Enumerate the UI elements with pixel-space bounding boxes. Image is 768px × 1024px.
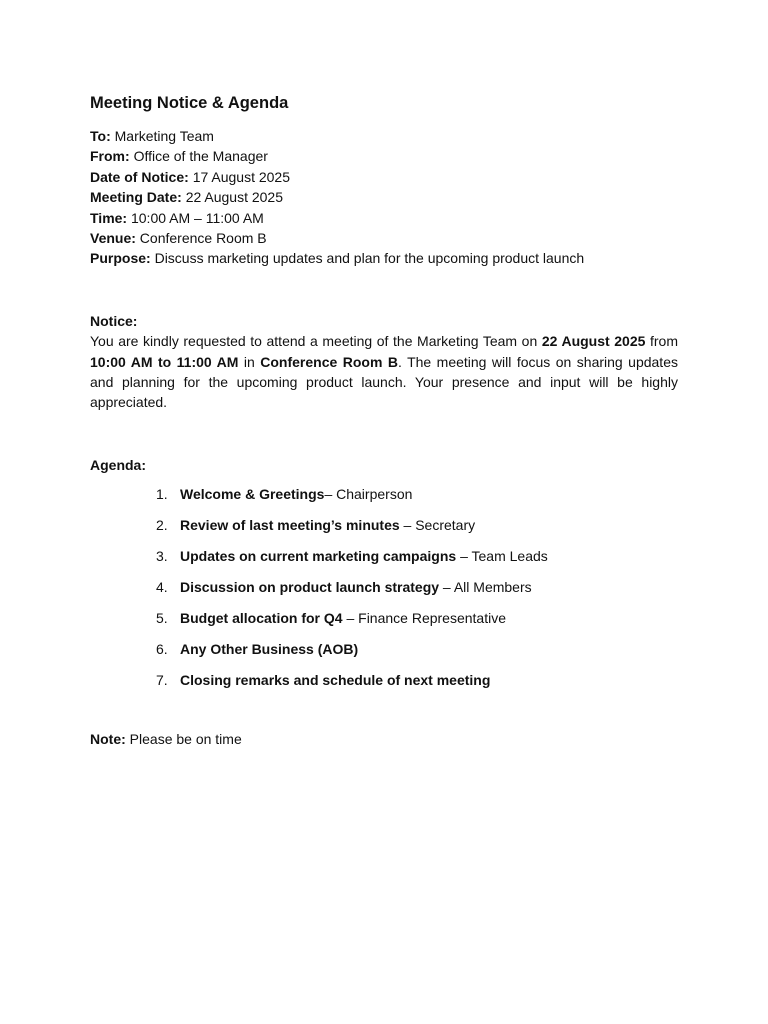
- header-venue-value: Conference Room B: [139, 230, 267, 247]
- agenda-item: [90, 546, 678, 577]
- agenda-item: [90, 608, 678, 639]
- agenda-item-topic: Discussion on product launch strategy: [180, 579, 440, 596]
- agenda-item-number: 1.: [156, 486, 168, 503]
- notice-text-part-4: . The meeting will focus on sharing updates and planning for the upcoming product launch. Your presence and input will be highly appreciated.: [90, 353, 678, 411]
- notice-text-part-1: You are kindly requested to attend a meeting of the Marketing Team on: [90, 333, 542, 350]
- agenda-item: [90, 484, 678, 515]
- document-title: Meeting Notice & Agenda: [90, 94, 289, 112]
- header-to: [90, 126, 678, 146]
- agenda-item-topic: Updates on current marketing campaigns: [180, 548, 457, 565]
- header-time-value: 10:00 AM – 11:00 AM: [130, 209, 264, 226]
- agenda-item-number: 3.: [156, 548, 168, 565]
- header-date-of-notice: [90, 167, 678, 187]
- notice-label: Notice:: [90, 312, 138, 329]
- agenda-item-topic: Review of last meeting’s minutes: [180, 517, 400, 534]
- notice-meeting-room: Conference Room B: [260, 353, 398, 370]
- agenda-label: Agenda:: [90, 456, 146, 473]
- agenda-section: [90, 455, 678, 701]
- section-spacer: [90, 413, 678, 455]
- agenda-item: [90, 639, 678, 670]
- header-purpose: [90, 248, 678, 268]
- agenda-item-number: 4.: [156, 579, 168, 596]
- section-spacer: [90, 269, 678, 311]
- header-to-label: To:: [90, 128, 111, 144]
- section-spacer: [90, 701, 678, 729]
- header-from-value: Office of the Manager: [133, 148, 268, 165]
- header-from: [90, 146, 678, 166]
- agenda-item: [90, 577, 678, 608]
- header-date-of-notice-label: Date of Notice:: [90, 168, 189, 185]
- header-time: [90, 208, 678, 228]
- agenda-item-topic: Closing remarks and schedule of next meeting: [180, 672, 491, 689]
- agenda-item-number: 6.: [156, 641, 168, 658]
- header-venue: [90, 228, 678, 248]
- agenda-item-topic: Budget allocation for Q4: [180, 610, 343, 627]
- agenda-item-topic: Welcome & Greetings: [180, 486, 325, 503]
- header-meeting-date-label: Meeting Date:: [90, 189, 182, 206]
- agenda-item: [90, 670, 678, 701]
- header-fields: [90, 126, 678, 269]
- agenda-list: [90, 484, 678, 701]
- notice-meeting-time: 10:00 AM to 11:00 AM: [90, 353, 239, 370]
- agenda-item-number: 7.: [156, 672, 168, 689]
- agenda-item-topic: Any Other Business (AOB): [180, 641, 359, 658]
- agenda-item: [90, 515, 678, 546]
- agenda-item-owner: – Secretary: [399, 517, 476, 534]
- note-line: [90, 729, 678, 749]
- header-from-label: From:: [90, 148, 130, 165]
- header-purpose-label: Purpose:: [90, 250, 151, 267]
- agenda-item-number: 2.: [156, 517, 168, 534]
- agenda-item-owner: – Chairperson: [324, 486, 413, 503]
- notice-text-part-2: from: [645, 333, 678, 350]
- header-to-value: Marketing Team: [114, 128, 214, 144]
- meeting-notice-document: [90, 90, 678, 750]
- header-venue-label: Venue:: [90, 230, 136, 247]
- notice-section: [90, 311, 678, 413]
- agenda-item-owner: – All Members: [439, 579, 532, 596]
- header-date-of-notice-value: 17 August 2025: [192, 168, 290, 185]
- notice-meeting-date: 22 August 2025: [541, 333, 646, 350]
- header-meeting-date-value: 22 August 2025: [185, 189, 283, 206]
- notice-paragraph: [90, 331, 678, 413]
- notice-text-part-3: in: [238, 353, 261, 370]
- header-purpose-value: Discuss marketing updates and plan for the upcoming product launch: [154, 250, 585, 267]
- agenda-item-number: 5.: [156, 610, 168, 627]
- header-time-label: Time:: [90, 209, 128, 226]
- note-text: Please be on time: [125, 731, 242, 748]
- agenda-item-owner: – Team Leads: [456, 548, 548, 565]
- header-meeting-date: [90, 187, 678, 207]
- agenda-item-owner: – Finance Representative: [342, 610, 507, 627]
- note-label: Note:: [90, 731, 126, 748]
